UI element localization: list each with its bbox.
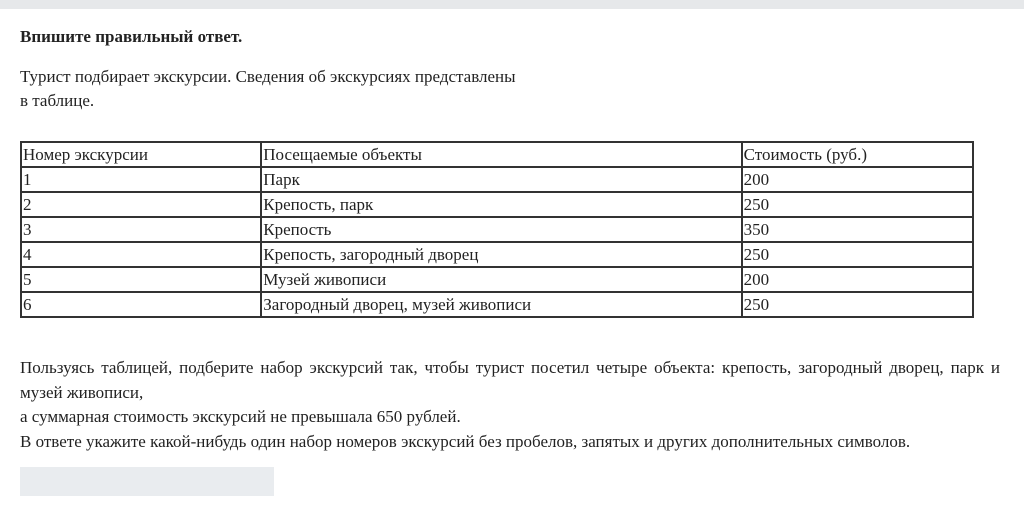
- cell-cost: 200: [742, 267, 973, 292]
- cell-objects: Крепость, загородный дворец: [261, 242, 741, 267]
- table-row: [21, 167, 973, 192]
- cell-number: 6: [21, 292, 261, 317]
- table-row: [21, 242, 973, 267]
- cell-number: 3: [21, 217, 261, 242]
- cell-cost: 250: [742, 192, 973, 217]
- table-row: [21, 192, 973, 217]
- task-line-2: а суммарная стоимость экскурсий не превышала 650 рублей.: [20, 407, 461, 426]
- cell-objects: Парк: [261, 167, 741, 192]
- task-text: [20, 356, 1000, 454]
- cell-cost: 350: [742, 217, 973, 242]
- table-row: [21, 292, 973, 317]
- header-cost: Стоимость (руб.): [742, 142, 973, 167]
- cell-objects: Крепость, парк: [261, 192, 741, 217]
- header-number: Номер экскурсии: [21, 142, 261, 167]
- intro-line-1: Турист подбирает экскурсии. Сведения об экскурсиях представлены: [20, 67, 516, 86]
- excursions-table: [20, 141, 974, 318]
- header-objects: Посещаемые объекты: [261, 142, 741, 167]
- cell-objects: Музей живописи: [261, 267, 741, 292]
- table-header-row: [21, 142, 973, 167]
- instruction-text: Впишите правильный ответ.: [20, 27, 243, 46]
- cell-cost: 250: [742, 292, 973, 317]
- cell-objects: Крепость: [261, 217, 741, 242]
- intro-line-2: в таблице.: [20, 91, 95, 110]
- top-bar: [0, 0, 1024, 9]
- cell-objects: Загородный дворец, музей живописи: [261, 292, 741, 317]
- cell-cost: 250: [742, 242, 973, 267]
- answer-input[interactable]: [20, 467, 274, 496]
- table-row: [21, 217, 973, 242]
- question-content: [20, 26, 1000, 451]
- table-row: [21, 267, 973, 292]
- task-line-3: В ответе укажите какой-нибудь один набор номеров экскурсий без пробелов, запятых и других дополнительных символов.: [20, 431, 911, 451]
- task-line-1: Пользуясь таблицей, подберите набор экскурсий так, чтобы турист посетил четыре объекта: крепость, загородный дворец, парк и музей живописи,: [20, 358, 1000, 402]
- cell-cost: 200: [742, 167, 973, 192]
- cell-number: 1: [21, 167, 261, 192]
- cell-number: 2: [21, 192, 261, 217]
- cell-number: 5: [21, 267, 261, 292]
- intro-text: [20, 65, 560, 113]
- cell-number: 4: [21, 242, 261, 267]
